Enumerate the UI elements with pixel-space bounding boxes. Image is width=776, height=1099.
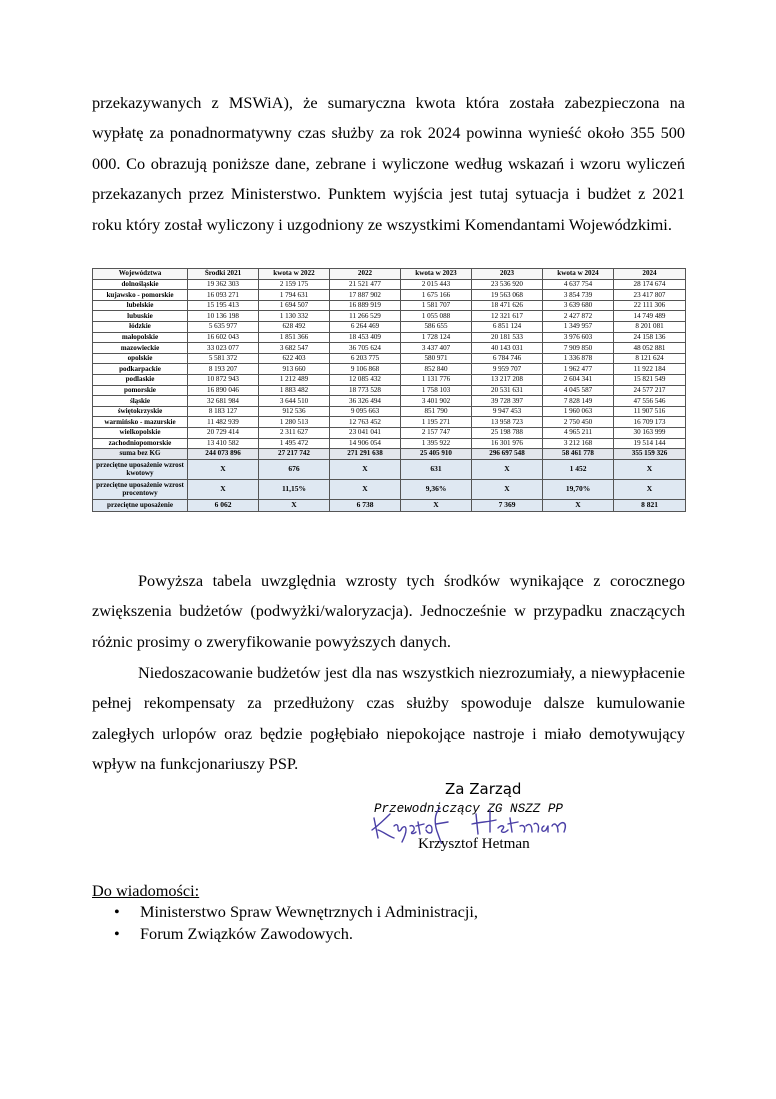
table-cell: 15 821 549 bbox=[614, 374, 686, 385]
table-cell: 3 976 603 bbox=[543, 332, 614, 343]
table-row bbox=[93, 427, 686, 438]
table-cell: 18 453 409 bbox=[330, 332, 401, 343]
table-cell: 1 728 124 bbox=[401, 332, 472, 343]
region-name-cell: lubelskie bbox=[93, 300, 188, 311]
sum-row bbox=[93, 449, 686, 460]
table-header-cell: kwota w 2024 bbox=[543, 269, 614, 280]
sum-cell: 58 461 778 bbox=[543, 449, 614, 460]
salary-stat-row bbox=[93, 499, 686, 511]
table-cell: 3 437 407 bbox=[401, 343, 472, 354]
table-cell: 1 336 878 bbox=[543, 353, 614, 364]
table-header-cell: kwota w 2023 bbox=[401, 269, 472, 280]
region-name-cell: pomorskie bbox=[93, 385, 188, 396]
table-cell: 19 362 303 bbox=[188, 279, 259, 290]
table-cell: 19 563 068 bbox=[472, 290, 543, 301]
table-header-cell: kwota w 2022 bbox=[259, 269, 330, 280]
table-cell: 2 750 450 bbox=[543, 417, 614, 428]
table-cell: 9 095 663 bbox=[330, 406, 401, 417]
table-cell: 16 093 271 bbox=[188, 290, 259, 301]
table-cell: 8 183 127 bbox=[188, 406, 259, 417]
region-name-cell: warmińsko - mazurskie bbox=[93, 417, 188, 428]
stat-cell: 6 062 bbox=[188, 499, 259, 511]
notice-list bbox=[92, 901, 478, 945]
table-cell: 47 556 546 bbox=[614, 396, 686, 407]
table-cell: 3 854 739 bbox=[543, 290, 614, 301]
table-cell: 21 521 477 bbox=[330, 279, 401, 290]
table-cell: 30 163 999 bbox=[614, 427, 686, 438]
region-name-cell: podkarpackie bbox=[93, 364, 188, 375]
table-row bbox=[93, 396, 686, 407]
paragraph-underestimation: Niedoszacowanie budżetów jest dla nas wszystkich niezrozumiały, a niewypłacenie pełnej rekompensaty za przedłużony czas służby spowoduje dalsze kumulowanie zaległych urlopów oraz będzie pogłębiało niepokojące nastroje i miało demotywujący wpływ na funkcjonariuszy PSP. bbox=[92, 663, 685, 774]
table-cell: 11 266 529 bbox=[330, 311, 401, 322]
table-header-cell: 2023 bbox=[472, 269, 543, 280]
table-cell: 8 193 207 bbox=[188, 364, 259, 375]
table-cell: 7 909 850 bbox=[543, 343, 614, 354]
stat-cell: X bbox=[259, 499, 330, 511]
table-cell: 1 794 631 bbox=[259, 290, 330, 301]
table-cell: 1 581 707 bbox=[401, 300, 472, 311]
table-cell: 3 639 680 bbox=[543, 300, 614, 311]
table-cell: 6 784 746 bbox=[472, 353, 543, 364]
table-cell: 5 635 977 bbox=[188, 321, 259, 332]
stat-cell: 1 452 bbox=[543, 459, 614, 479]
signature-on-behalf: Za Zarząd bbox=[445, 780, 522, 798]
table-cell: 16 301 976 bbox=[472, 438, 543, 449]
signature-role: Przewodniczący ZG NSZZ PP bbox=[374, 802, 563, 816]
table-cell: 16 602 043 bbox=[188, 332, 259, 343]
table-row bbox=[93, 364, 686, 375]
notice-section bbox=[92, 880, 478, 945]
stat-cell: X bbox=[330, 459, 401, 479]
table-cell: 1 349 957 bbox=[543, 321, 614, 332]
stat-cell: 7 369 bbox=[472, 499, 543, 511]
table-cell: 36 326 494 bbox=[330, 396, 401, 407]
table-header-cell: Województwa bbox=[93, 269, 188, 280]
sum-cell: 355 159 326 bbox=[614, 449, 686, 460]
table-cell: 12 321 617 bbox=[472, 311, 543, 322]
table-cell: 39 728 397 bbox=[472, 396, 543, 407]
region-name-cell: dolnośląskie bbox=[93, 279, 188, 290]
table-header-row bbox=[93, 269, 686, 280]
table-cell: 22 111 306 bbox=[614, 300, 686, 311]
table-cell: 1 131 776 bbox=[401, 374, 472, 385]
notice-item-label: Ministerstwo Spraw Wewnętrznych i Administracji, bbox=[140, 902, 478, 921]
table-cell: 8 201 081 bbox=[614, 321, 686, 332]
stat-cell: X bbox=[614, 479, 686, 499]
table-cell: 580 971 bbox=[401, 353, 472, 364]
table-cell: 48 052 881 bbox=[614, 343, 686, 354]
stat-cell: X bbox=[401, 499, 472, 511]
table-cell: 23 536 920 bbox=[472, 279, 543, 290]
table-cell: 11 482 939 bbox=[188, 417, 259, 428]
table-row bbox=[93, 417, 686, 428]
table-row bbox=[93, 385, 686, 396]
sum-cell: 27 217 742 bbox=[259, 449, 330, 460]
table-cell: 6 851 124 bbox=[472, 321, 543, 332]
table-row bbox=[93, 374, 686, 385]
stat-cell: 8 821 bbox=[614, 499, 686, 511]
table-cell: 6 264 469 bbox=[330, 321, 401, 332]
region-name-cell: świętokrzyskie bbox=[93, 406, 188, 417]
table-cell: 9 947 453 bbox=[472, 406, 543, 417]
region-name-cell: kujawsko - pomorskie bbox=[93, 290, 188, 301]
stat-cell: 11,15% bbox=[259, 479, 330, 499]
bullet-icon: • bbox=[114, 924, 120, 943]
region-name-cell: wielkopolskie bbox=[93, 427, 188, 438]
table-cell: 10 136 198 bbox=[188, 311, 259, 322]
table-cell: 13 217 208 bbox=[472, 374, 543, 385]
budget-table bbox=[92, 268, 686, 512]
table-cell: 1 495 472 bbox=[259, 438, 330, 449]
table-cell: 9 106 868 bbox=[330, 364, 401, 375]
table-cell: 1 395 922 bbox=[401, 438, 472, 449]
region-name-cell: mazowieckie bbox=[93, 343, 188, 354]
stat-cell: X bbox=[188, 479, 259, 499]
table-cell: 36 705 624 bbox=[330, 343, 401, 354]
table-cell: 12 085 432 bbox=[330, 374, 401, 385]
table-cell: 10 872 943 bbox=[188, 374, 259, 385]
region-name-cell: zachodniopomorskie bbox=[93, 438, 188, 449]
table-cell: 3 401 902 bbox=[401, 396, 472, 407]
stat-label-cell: przeciętne uposażenie wzrost procentowy bbox=[93, 479, 188, 499]
table-cell: 40 143 031 bbox=[472, 343, 543, 354]
table-cell: 16 889 919 bbox=[330, 300, 401, 311]
table-cell: 15 195 413 bbox=[188, 300, 259, 311]
table-header-cell: 2022 bbox=[330, 269, 401, 280]
bullet-icon: • bbox=[114, 902, 120, 921]
table-cell: 24 158 136 bbox=[614, 332, 686, 343]
table-cell: 1 960 063 bbox=[543, 406, 614, 417]
table-row bbox=[93, 438, 686, 449]
table-cell: 33 023 077 bbox=[188, 343, 259, 354]
table-row bbox=[93, 321, 686, 332]
table-cell: 6 203 775 bbox=[330, 353, 401, 364]
stat-cell: X bbox=[543, 499, 614, 511]
table-cell: 8 121 624 bbox=[614, 353, 686, 364]
table-cell: 4 637 754 bbox=[543, 279, 614, 290]
notice-heading: Do wiadomości: bbox=[92, 881, 200, 900]
table-cell: 18 773 528 bbox=[330, 385, 401, 396]
table-cell: 2 159 175 bbox=[259, 279, 330, 290]
table-cell: 1 962 477 bbox=[543, 364, 614, 375]
stat-cell: X bbox=[614, 459, 686, 479]
sum-cell: 271 291 638 bbox=[330, 449, 401, 460]
stat-cell: 676 bbox=[259, 459, 330, 479]
table-row bbox=[93, 406, 686, 417]
region-name-cell: lubuskie bbox=[93, 311, 188, 322]
table-cell: 913 660 bbox=[259, 364, 330, 375]
stat-cell: X bbox=[188, 459, 259, 479]
table-cell: 16 709 173 bbox=[614, 417, 686, 428]
table-cell: 13 958 723 bbox=[472, 417, 543, 428]
table-cell: 4 965 211 bbox=[543, 427, 614, 438]
list-item bbox=[92, 901, 478, 923]
table-row bbox=[93, 279, 686, 290]
table-cell: 24 577 217 bbox=[614, 385, 686, 396]
sum-cell: 244 073 896 bbox=[188, 449, 259, 460]
table-cell: 2 015 443 bbox=[401, 279, 472, 290]
table-cell: 912 536 bbox=[259, 406, 330, 417]
region-name-cell: śląskie bbox=[93, 396, 188, 407]
table-cell: 18 471 626 bbox=[472, 300, 543, 311]
table-cell: 7 828 149 bbox=[543, 396, 614, 407]
table-row bbox=[93, 311, 686, 322]
salary-stat-row bbox=[93, 479, 686, 499]
table-cell: 2 311 627 bbox=[259, 427, 330, 438]
table-cell: 3 212 168 bbox=[543, 438, 614, 449]
signature-name: Krzysztof Hetman bbox=[418, 835, 530, 852]
table-cell: 11 922 184 bbox=[614, 364, 686, 375]
table-cell: 23 041 041 bbox=[330, 427, 401, 438]
table-row bbox=[93, 353, 686, 364]
stat-cell: X bbox=[472, 459, 543, 479]
sum-cell: 25 405 910 bbox=[401, 449, 472, 460]
region-name-cell: opolskie bbox=[93, 353, 188, 364]
budget-table-container bbox=[92, 268, 685, 512]
table-cell: 3 682 547 bbox=[259, 343, 330, 354]
table-cell: 1 675 166 bbox=[401, 290, 472, 301]
table-cell: 14 749 489 bbox=[614, 311, 686, 322]
table-row bbox=[93, 300, 686, 311]
table-cell: 17 887 902 bbox=[330, 290, 401, 301]
table-cell: 14 906 054 bbox=[330, 438, 401, 449]
table-cell: 1 694 507 bbox=[259, 300, 330, 311]
table-cell: 1 130 332 bbox=[259, 311, 330, 322]
table-cell: 586 655 bbox=[401, 321, 472, 332]
table-cell: 2 157 747 bbox=[401, 427, 472, 438]
table-row bbox=[93, 290, 686, 301]
region-name-cell: podlaskie bbox=[93, 374, 188, 385]
table-cell: 23 417 807 bbox=[614, 290, 686, 301]
table-header-cell: Środki 2021 bbox=[188, 269, 259, 280]
table-cell: 1 280 513 bbox=[259, 417, 330, 428]
table-cell: 16 890 046 bbox=[188, 385, 259, 396]
table-row bbox=[93, 343, 686, 354]
table-cell: 12 763 452 bbox=[330, 417, 401, 428]
list-item bbox=[92, 923, 478, 945]
table-cell: 28 174 674 bbox=[614, 279, 686, 290]
stat-cell: 631 bbox=[401, 459, 472, 479]
table-cell: 1 195 271 bbox=[401, 417, 472, 428]
table-cell: 2 604 341 bbox=[543, 374, 614, 385]
intro-paragraph: przekazywanych z MSWiA), że sumaryczna kwota która została zabezpieczona na wypłatę za ponadnormatywny czas służby za rok 2024 powinna wynieść około 355 500 000. Co obrazują poniższe dane, zebrane i wyliczone według wskazań i wzoru wyliczeń przekazanych przez Ministerstwo. Punktem wyjścia jest tutaj sytuacja i budżet z 2021 roku który został wyliczony i uzgodniony ze wszystkimi Komendantami Wojewódzkimi. bbox=[92, 93, 685, 234]
table-cell: 851 790 bbox=[401, 406, 472, 417]
table-cell: 9 959 707 bbox=[472, 364, 543, 375]
table-cell: 20 729 414 bbox=[188, 427, 259, 438]
notice-item-label: Forum Związków Zawodowych. bbox=[140, 924, 353, 943]
table-cell: 1 758 103 bbox=[401, 385, 472, 396]
table-cell: 2 427 872 bbox=[543, 311, 614, 322]
stat-label-cell: przeciętne uposażenie wzrost kwotowy bbox=[93, 459, 188, 479]
table-cell: 622 403 bbox=[259, 353, 330, 364]
salary-stat-row bbox=[93, 459, 686, 479]
table-cell: 1 212 489 bbox=[259, 374, 330, 385]
table-cell: 1 055 088 bbox=[401, 311, 472, 322]
table-cell: 852 840 bbox=[401, 364, 472, 375]
table-cell: 20 181 533 bbox=[472, 332, 543, 343]
table-cell: 3 644 510 bbox=[259, 396, 330, 407]
table-cell: 4 045 587 bbox=[543, 385, 614, 396]
table-cell: 19 514 144 bbox=[614, 438, 686, 449]
stat-cell: 19,70% bbox=[543, 479, 614, 499]
table-cell: 5 581 372 bbox=[188, 353, 259, 364]
sum-label-cell: suma bez KG bbox=[93, 449, 188, 460]
table-cell: 20 531 631 bbox=[472, 385, 543, 396]
table-cell: 32 681 984 bbox=[188, 396, 259, 407]
region-name-cell: łódzkie bbox=[93, 321, 188, 332]
table-cell: 25 198 788 bbox=[472, 427, 543, 438]
table-cell: 11 907 516 bbox=[614, 406, 686, 417]
table-cell: 1 851 366 bbox=[259, 332, 330, 343]
stat-cell: X bbox=[330, 479, 401, 499]
table-cell: 1 883 482 bbox=[259, 385, 330, 396]
stat-cell: 9,36% bbox=[401, 479, 472, 499]
stat-cell: X bbox=[472, 479, 543, 499]
sum-cell: 296 697 548 bbox=[472, 449, 543, 460]
stat-cell: 6 738 bbox=[330, 499, 401, 511]
stat-label-cell: przeciętne uposażenie bbox=[93, 499, 188, 511]
table-cell: 13 410 582 bbox=[188, 438, 259, 449]
table-header-cell: 2024 bbox=[614, 269, 686, 280]
paragraph-budget-increases: Powyższa tabela uwzględnia wzrosty tych środków wynikające z corocznego zwiększenia budżetów (podwyżki/waloryzacja). Jednocześnie w przypadku znaczących różnic prosimy o zweryfikowanie powyższych danych. bbox=[92, 571, 685, 651]
table-row bbox=[93, 332, 686, 343]
table-cell: 628 492 bbox=[259, 321, 330, 332]
region-name-cell: małopolskie bbox=[93, 332, 188, 343]
